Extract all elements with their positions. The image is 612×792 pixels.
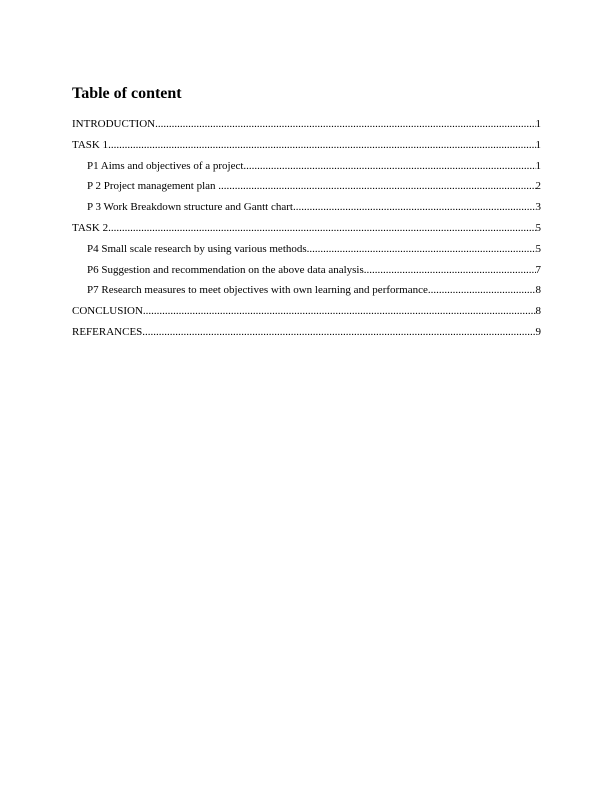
toc-dot-leader: [155, 116, 535, 132]
toc-page-number: 1: [535, 118, 541, 130]
toc-page-number: 3: [535, 201, 541, 214]
toc-entry-text: TASK 1: [72, 138, 109, 151]
toc-page-number: 5: [535, 221, 541, 234]
toc-page-number: 5: [535, 242, 541, 255]
toc-title: Table of content: [72, 85, 182, 102]
toc-page-number: 8: [535, 305, 541, 318]
toc-page-number: 9: [535, 325, 541, 338]
toc-entry-task-1[interactable]: [72, 137, 541, 158]
toc-entry-p7-research-measures[interactable]: [72, 282, 541, 303]
toc-entry-text: P4 Small scale research by using various methods: [87, 242, 307, 255]
toc-dot-leader: [108, 220, 535, 236]
toc-list: [72, 116, 541, 345]
toc-entry-text: P 3 Work Breakdown structure and Gantt chart: [87, 201, 293, 214]
toc-entry-p3-wbs-gantt[interactable]: [72, 199, 541, 220]
toc-page-number: 8: [535, 284, 541, 297]
toc-entry-text: P6 Suggestion and recommendation on the above data analysis: [87, 263, 364, 276]
toc-dot-leader: [142, 324, 535, 340]
toc-page-number: 1: [535, 159, 541, 172]
toc-entry-text: P 2 Project management plan: [87, 180, 219, 193]
toc-entry-text: P7 Research measures to meet objectives with own learning and performance: [87, 284, 428, 297]
toc-entry-text: P1 Aims and objectives of a project: [87, 159, 244, 172]
toc-entry-p1-aims-objectives[interactable]: [72, 158, 541, 179]
toc-dot-leader: [143, 303, 536, 319]
toc-dot-leader: [218, 178, 535, 194]
toc-entry-p2-project-management-plan[interactable]: [72, 178, 541, 199]
toc-dot-leader: [307, 241, 536, 257]
toc-entry-p4-small-scale-research[interactable]: [72, 241, 541, 262]
toc-entry-text: INTRODUCTION: [72, 118, 156, 130]
toc-dot-leader: [243, 158, 535, 174]
toc-dot-leader: [428, 282, 536, 298]
toc-entry-p6-suggestion-recommendation[interactable]: [72, 262, 541, 283]
toc-entry-task-2[interactable]: [72, 220, 541, 241]
toc-dot-leader: [293, 199, 536, 215]
toc-page-number: 1: [535, 138, 541, 151]
toc-dot-leader: [108, 137, 535, 153]
toc-page-number: 7: [535, 263, 541, 276]
toc-entry-text: TASK 2: [72, 221, 109, 234]
toc-dot-leader: [364, 262, 536, 278]
toc-entry-references[interactable]: [72, 324, 541, 345]
toc-page-number: 2: [535, 180, 541, 193]
toc-entry-conclusion[interactable]: [72, 303, 541, 324]
toc-entry-introduction[interactable]: [72, 116, 541, 137]
toc-entry-text: REFERANCES: [72, 325, 143, 338]
toc-entry-text: CONCLUSION: [72, 305, 143, 318]
